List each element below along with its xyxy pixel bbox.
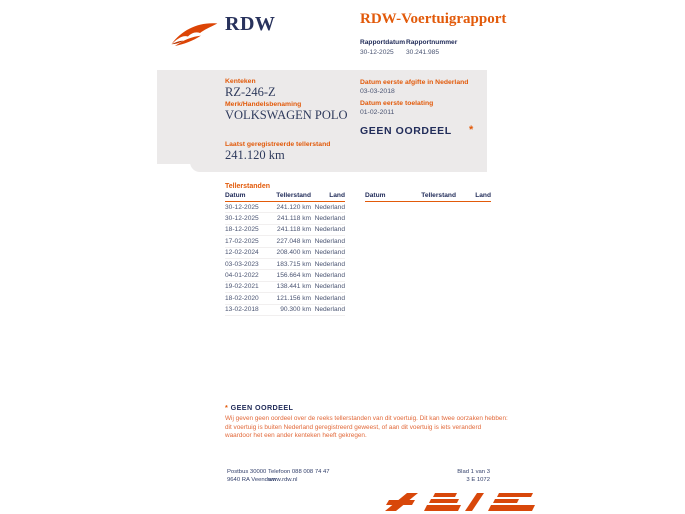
footer-form-code: 3 E 1072 xyxy=(466,477,490,484)
table-row xyxy=(225,258,345,269)
table-row xyxy=(225,304,345,315)
report-date-value: 30-12-2025 xyxy=(360,48,394,56)
report-date-block xyxy=(360,39,405,56)
report-number-block xyxy=(406,39,457,56)
rdw-logo-text: RDW xyxy=(225,13,276,35)
table-cell: 121.156 km xyxy=(267,293,311,304)
table-cell: 13-02-2018 xyxy=(225,304,267,315)
afgifte-value: 03-03-2018 xyxy=(360,88,395,95)
footer-contact xyxy=(268,468,330,485)
table-cell: 241.118 km xyxy=(267,213,311,224)
table-cell: Nederland xyxy=(311,281,345,292)
table-cell: 18-02-2020 xyxy=(225,293,267,304)
speed-stripes-graphic xyxy=(383,491,535,513)
tellerstand-label: Laatst geregistreerde tellerstand xyxy=(225,141,331,148)
footnote-marker: * xyxy=(225,403,229,412)
footer-address-line2: 9640 RA Veendam xyxy=(227,477,277,484)
table-cell: Nederland xyxy=(311,293,345,304)
footnote-body: Wij geven geen oordeel over de reeks tellerstanden van dit voertuig. Dit kan twee oorzaken hebben: dit voertuig is buiten Nederland geregistreerd geweest, of aan dit voertuig is iets veranderd waardoor het een ander kenteken heeft gekregen. xyxy=(225,415,508,440)
tellerstanden-title: Tellerstanden xyxy=(225,183,270,190)
footnote-title: GEEN OORDEEL xyxy=(230,403,294,412)
merk-value: VOLKSWAGEN POLO xyxy=(225,108,348,122)
report-number-label: Rapportnummer xyxy=(406,39,458,46)
table-cell: Nederland xyxy=(311,247,345,258)
document-title: RDW-Voertuigrapport xyxy=(360,11,507,27)
table-row xyxy=(225,213,345,224)
table-header-row xyxy=(225,192,345,202)
table-cell: Nederland xyxy=(311,224,345,235)
table-cell: 12-02-2024 xyxy=(225,247,267,258)
table-cell: 17-02-2025 xyxy=(225,236,267,247)
col-tellerstand: Tellerstand xyxy=(267,192,311,202)
table-cell: 19-02-2021 xyxy=(225,281,267,292)
table-cell: Nederland xyxy=(311,258,345,269)
table-cell: 03-03-2023 xyxy=(225,258,267,269)
table-row xyxy=(225,202,345,213)
merk-label: Merk/Handelsbenaming xyxy=(225,101,302,108)
footer-website: www.rdw.nl xyxy=(268,477,298,484)
footnote-title-line xyxy=(225,403,508,412)
col-land: Land xyxy=(456,192,491,202)
table-cell: Nederland xyxy=(311,304,345,315)
table-cell: 30-12-2025 xyxy=(225,202,267,213)
table-header-row xyxy=(365,192,491,202)
table-cell: Nederland xyxy=(311,213,345,224)
col-datum: Datum xyxy=(225,192,267,202)
footer-address-line1: Postbus 30000 xyxy=(227,469,267,475)
table-row xyxy=(225,281,345,292)
report-number-value: 30.241.985 xyxy=(406,48,440,56)
table-cell: 208.400 km xyxy=(267,247,311,258)
toelating-value: 01-02-2011 xyxy=(360,109,395,116)
table-row xyxy=(225,247,345,258)
tellerstanden-table-left xyxy=(225,192,345,316)
table-cell: 241.120 km xyxy=(267,202,311,213)
table-cell: 18-12-2025 xyxy=(225,224,267,235)
table-cell: Nederland xyxy=(311,236,345,247)
table-cell: 90.300 km xyxy=(267,304,311,315)
table-cell: Nederland xyxy=(311,202,345,213)
table-row xyxy=(225,270,345,281)
kenteken-label: Kenteken xyxy=(225,78,256,85)
table-cell: 30-12-2025 xyxy=(225,213,267,224)
table-cell: Nederland xyxy=(311,270,345,281)
tellerstand-value: 241.120 km xyxy=(225,148,285,162)
kenteken-value: RZ-246-Z xyxy=(225,85,276,99)
table-row xyxy=(225,293,345,304)
footer-page-number: Blad 1 van 3 xyxy=(457,469,490,475)
footnote-block xyxy=(225,403,508,441)
tellerstanden-table-right xyxy=(365,192,491,202)
table-cell: 227.048 km xyxy=(267,236,311,247)
verdict-asterisk-icon: * xyxy=(469,124,474,136)
table-cell: 183.715 km xyxy=(267,258,311,269)
col-tellerstand: Tellerstand xyxy=(411,192,456,202)
table-cell: 04-01-2022 xyxy=(225,270,267,281)
toelating-label: Datum eerste toelating xyxy=(360,100,434,107)
table-cell: 156.664 km xyxy=(267,270,311,281)
table-row xyxy=(225,236,345,247)
footer-pagination xyxy=(400,468,490,485)
footer-phone: Telefoon 088 008 74 47 xyxy=(268,469,330,475)
report-date-label: Rapportdatum xyxy=(360,39,406,46)
verdict-text: GEEN OORDEEL xyxy=(360,125,452,137)
col-land: Land xyxy=(311,192,345,202)
afgifte-label: Datum eerste afgifte in Nederland xyxy=(360,79,469,86)
table-cell: 241.118 km xyxy=(267,224,311,235)
col-datum: Datum xyxy=(365,192,411,202)
table-row xyxy=(225,224,345,235)
rdw-logo-icon xyxy=(168,16,220,50)
table-cell: 138.441 km xyxy=(267,281,311,292)
